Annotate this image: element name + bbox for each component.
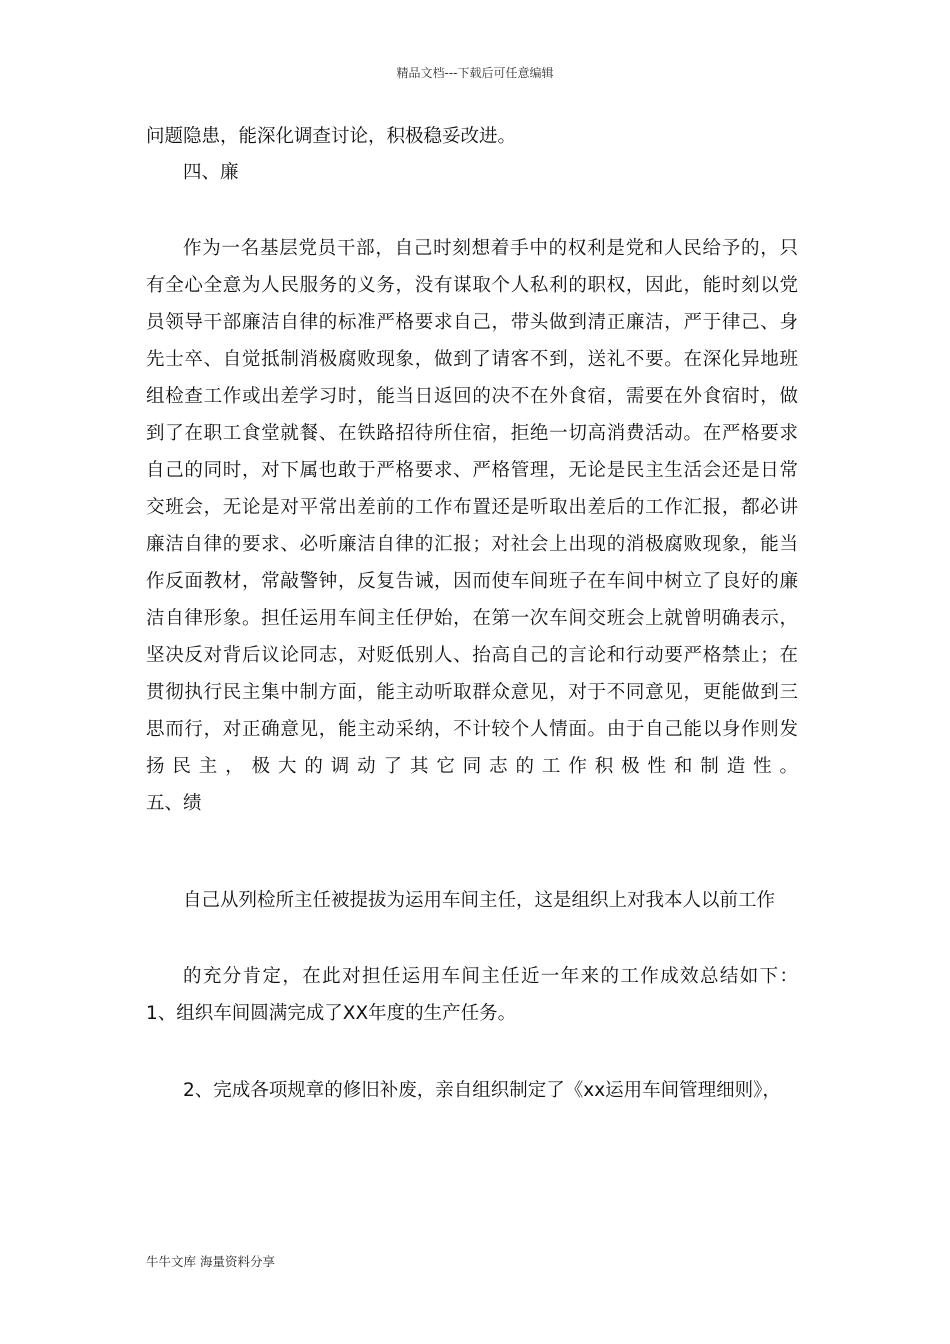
page-header: 精品文档---下载后可任意编辑 xyxy=(396,66,554,80)
text-line: 作反面教材，常敲警钟，反复告诫，因而使车间班子在车间中树立了良好的廉 xyxy=(146,571,798,592)
list-item: 2、完成各项规章的修旧补废，亲自组织制定了《xx运用车间管理细则》， xyxy=(183,1080,781,1101)
text-line: 交班会，无论是对平常出差前的工作布置还是听取出差后的工作汇报，都必讲 xyxy=(146,497,798,518)
text-line: 员领导干部廉洁自律的标准严格要求自己，带头做到清正廉洁，严于律己、身 xyxy=(146,312,798,333)
text-line: 先士卒、自觉抵制消极腐败现象，做到了请客不到，送礼不要。在深化异地班 xyxy=(146,349,798,370)
text-line: 五、绩 xyxy=(146,793,202,814)
text-line: 有全心全意为人民服务的义务，没有谋取个人私利的职权，因此，能时刻以党 xyxy=(146,275,798,296)
text-line: 贯彻执行民主集中制方面，能主动听取群众意见，对于不同意见，更能做到三 xyxy=(146,682,798,703)
text-line: 作为一名基层党员干部，自己时刻想着手中的权利是党和人民给予的，只 xyxy=(183,238,798,259)
text-line: 1、组织车间圆满完成了XX年度的生产任务。 xyxy=(146,1003,517,1024)
text-line: 洁自律形象。担任运用车间主任伊始，在第一次车间交班会上就曾明确表示， xyxy=(146,608,798,629)
text-line: 坚决反对背后议论同志，对贬低别人、抬高自己的言论和行动要严格禁止；在 xyxy=(146,645,798,666)
text-line: 到了在职工食堂就餐、在铁路招待所住宿，拒绝一切高消费活动。在严格要求 xyxy=(146,423,798,444)
section-heading: 自己从列检所主任被提拔为运用车间主任，这是组织上对我本人以前工作 xyxy=(183,890,776,911)
page-footer: 牛牛文库 海量资料分享 xyxy=(146,1254,275,1269)
section-heading: 四、廉 xyxy=(183,162,239,183)
text-line: 的充分肯定，在此对担任运用车间主任近一年来的工作成效总结如下： xyxy=(183,966,798,987)
text-line: 思而行，对正确意见，能主动采纳，不计较个人情面。由于自己能以身作则发 xyxy=(146,719,798,740)
text-line: 廉洁自律的要求、必听廉洁自律的汇报；对社会上出现的消极腐败现象，能当 xyxy=(146,534,798,555)
text-line: 自己的同时，对下属也敢于严格要求、严格管理，无论是民主生活会还是日常 xyxy=(146,460,798,481)
text-line: 组检查工作或出差学习时，能当日返回的决不在外食宿，需要在外食宿时，做 xyxy=(146,386,798,407)
text-line: 问题隐患，能深化调查讨论，积极稳妥改进。 xyxy=(146,126,517,147)
text-line: 扬民主，极大的调动了其它同志的工作积极性和制造性。 xyxy=(146,756,798,777)
